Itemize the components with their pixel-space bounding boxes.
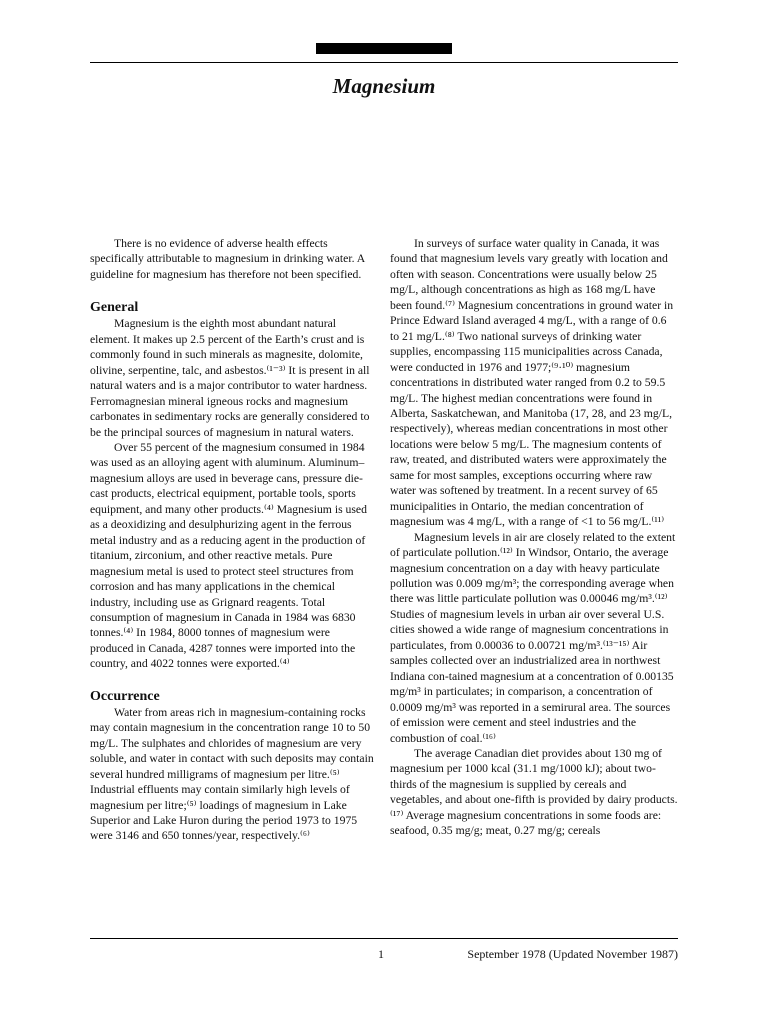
occurrence-heading: Occurrence [90,688,160,704]
page-number: 1 [378,947,384,961]
occurrence-paragraph-3: Magnesium levels in air are closely related to the extent of particulate pollution.⁽¹²⁾ In Windsor, Ontario, the average magnesium concentration on a day with heavy particulate pollution was 0.009 mg/m³; the corresponding average when there was little particulate pollution was 0.00046 mg/m³.⁽¹²⁾ Studies of magnesium levels in urban air over several U.S. cities showed a wide range of magnesium concentrations in particulates, from 0.00036 to 0.00721 mg/m³.⁽¹³⁻¹⁵⁾ Air samples collected over an industrialized area in northwest Indiana con-tained magnesium at a concentration of 0.00135 mg/m³ in particulates; in comparison, a concentration of 0.0009 mg/m³ was reported in a semirural area. The sources of emission were cement and steel industries and the combustion of coal.⁽¹⁶⁾ [390,530,676,745]
right-column [390,236,678,839]
intro-paragraph: There is no evidence of adverse health effects specifically attributable to magnesium in drinking water. A guideline for magnesium has therefore not been specified. [90,237,365,281]
header-bar [316,43,452,54]
page-title: Magnesium [332,74,436,98]
occurrence-paragraph-2: In surveys of surface water quality in Canada, it was found that magnesium levels vary greatly with location and often with season. Concentrations were usually below 25 mg/L, although concentrations as high as 168 mg/L have been found.⁽⁷⁾ Magnesium concentrations in ground water in Prince Edward Island averaged 4 mg/L, with a range of 0.6 to 21 mg/L.⁽⁸⁾ Two national surveys of drinking water supplies, encompassing 115 municipalities across Canada, were conducted in 1976 and 1977;⁽⁹·¹⁰⁾ magnesium concentrations in distributed water ranged from 0.2 to 59.5 mg/L. The highest median concentrations were found in Alberta, Saskatchewan, and Manitoba (17, 28, and 23 mg/L, respectively), whereas median concentrations in most other locations were below 5 mg/L. The magnesium contents of raw, treated, and distributed waters were approximately the same for most samples, exceptions occurring where raw water was softened by treatment. In a recent survey of 65 municipalities in Ontario, the median concentration of magnesium was 4 mg/L, with a range of <1 to 56 mg/L.⁽¹¹⁾ [390,237,674,529]
spacer [90,672,374,688]
spacer [90,282,374,299]
general-paragraph-2: Over 55 percent of the magnesium consumed in 1984 was used as an alloying agent with aluminum. Aluminum–magnesium alloys are used in beverage cans, pressure die-cast products, electrical equipment, portable tools, sports equipment, and many other products.⁽⁴⁾ Magnesium is used as a deoxidizing and desulphurizing agent in the ferrous metal industry and as a reducing agent in the production of titanium, zirconium, and other reactive metals. Pure magnesium metal is used to protect steel structures from corrosion and has many applications in the chemical industry, including use as Grignard reagents. Total consumption of magnesium in Canada in 1984 was 6830 tonnes.⁽⁴⁾ In 1984, 8000 tonnes of magnesium were produced in Canada, 4287 tonnes were imported into the country, and 4022 tonnes were exported.⁽⁴⁾ [90,440,367,671]
footer-rule [90,938,678,939]
occurrence-paragraph-1: Water from areas rich in magnesium-containing rocks may contain magnesium in the concentration range 10 to 50 mg/L. The sulphates and chlorides of magnesium are very soluble, and water in contact with such deposits may contain several hundred milligrams of magnesium per litre.⁽⁵⁾ Industrial effluents may contain similarly high levels of magnesium per litre;⁽⁵⁾ loadings of magnesium in Lake Superior and Lake Huron during the period 1973 to 1975 were 3146 and 650 tonnes/year, respectively.⁽⁶⁾ [90,705,374,843]
general-heading: General [90,300,139,316]
header-rule [90,62,678,63]
left-column [90,236,374,844]
occurrence-paragraph-4: The average Canadian diet provides about 130 mg of magnesium per 1000 kcal (31.1 mg/1000 kJ); about two-thirds of the magnesium is supplied by cereals and vegetables, and about one-fifth is provided by dairy products.⁽¹⁷⁾ Average magnesium concentrations in some foods are: seafood, 0.35 mg/g; meat, 0.27 mg/g; cereals [390,746,678,838]
footer-date: September 1978 (Updated November 1987) [467,947,678,961]
general-paragraph-1: Magnesium is the eighth most abundant natural element. It makes up 2.5 percent of the Earth’s crust and is commonly found in such minerals as magnesite, dolomite, olivine, serpentine, talc, and asbestos.⁽¹⁻³⁾ It is present in all natural waters and is a major contributor to water hardness. Ferromagnesian mineral igneous rocks and magnesium carbonates in sedimentary rocks are generally considered to be the principal sources of magnesium in natural waters. [90,317,370,439]
